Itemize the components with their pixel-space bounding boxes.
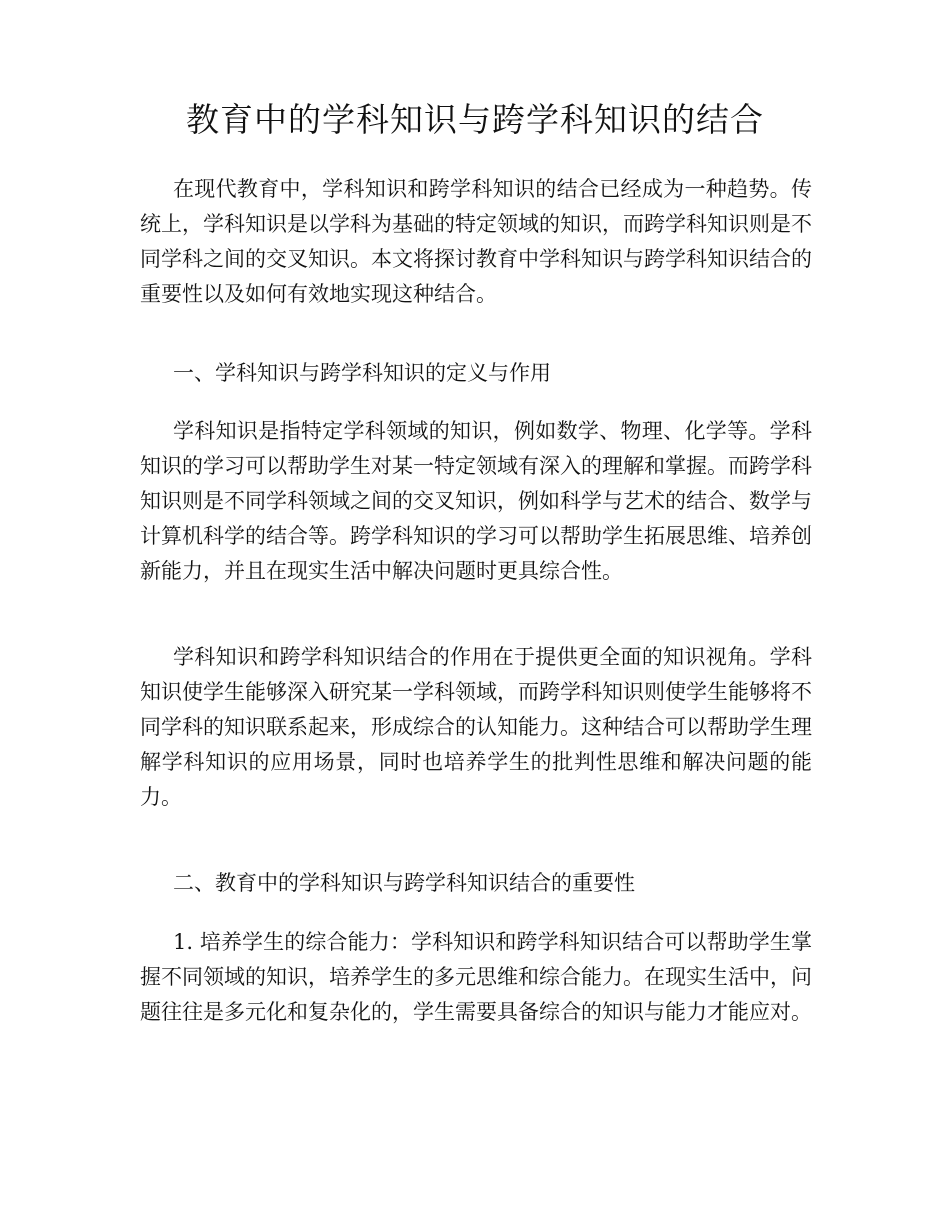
section-heading-1: 一、学科知识与跨学科知识的定义与作用: [173, 361, 551, 385]
section-heading-2: 二、教育中的学科知识与跨学科知识结合的重要性: [173, 871, 635, 895]
definition-paragraph: 学科知识是指特定学科领域的知识，例如数学、物理、化学等。学科知识的学习可以帮助学生对某一特定领域有深入的理解和掌握。而跨学科知识则是不同学科领域之间的交叉知识，例如科学与艺术的结合、数学与计算机科学的结合等。跨学科知识的学习可以帮助学生拓展思维、培养创新能力，并且在现实生活中解决问题时更具综合性。: [140, 419, 812, 583]
numbered-point-1: 1. 培养学生的综合能力：学科知识和跨学科知识结合可以帮助学生掌握不同领域的知识，培养学生的多元思维和综合能力。在现实生活中，问题往往是多元化和复杂化的，学生需要具备综合的知识与能力才能应对。: [140, 930, 812, 1024]
role-paragraph: 学科知识和跨学科知识结合的作用在于提供更全面的知识视角。学科知识使学生能够深入研究某一学科领域，而跨学科知识则使学生能够将不同学科的知识联系起来，形成综合的认知能力。这种结合可以帮助学生理解学科知识的应用场景，同时也培养学生的批判性思维和解决问题的能力。: [140, 645, 812, 809]
document-title: 教育中的学科知识与跨学科知识的结合: [186, 100, 764, 139]
intro-paragraph: 在现代教育中，学科知识和跨学科知识的结合已经成为一种趋势。传统上，学科知识是以学科为基础的特定领域的知识，而跨学科知识则是不同学科之间的交叉知识。本文将探讨教育中学科知识与跨学科知识结合的重要性以及如何有效地实现这种结合。: [140, 177, 812, 306]
